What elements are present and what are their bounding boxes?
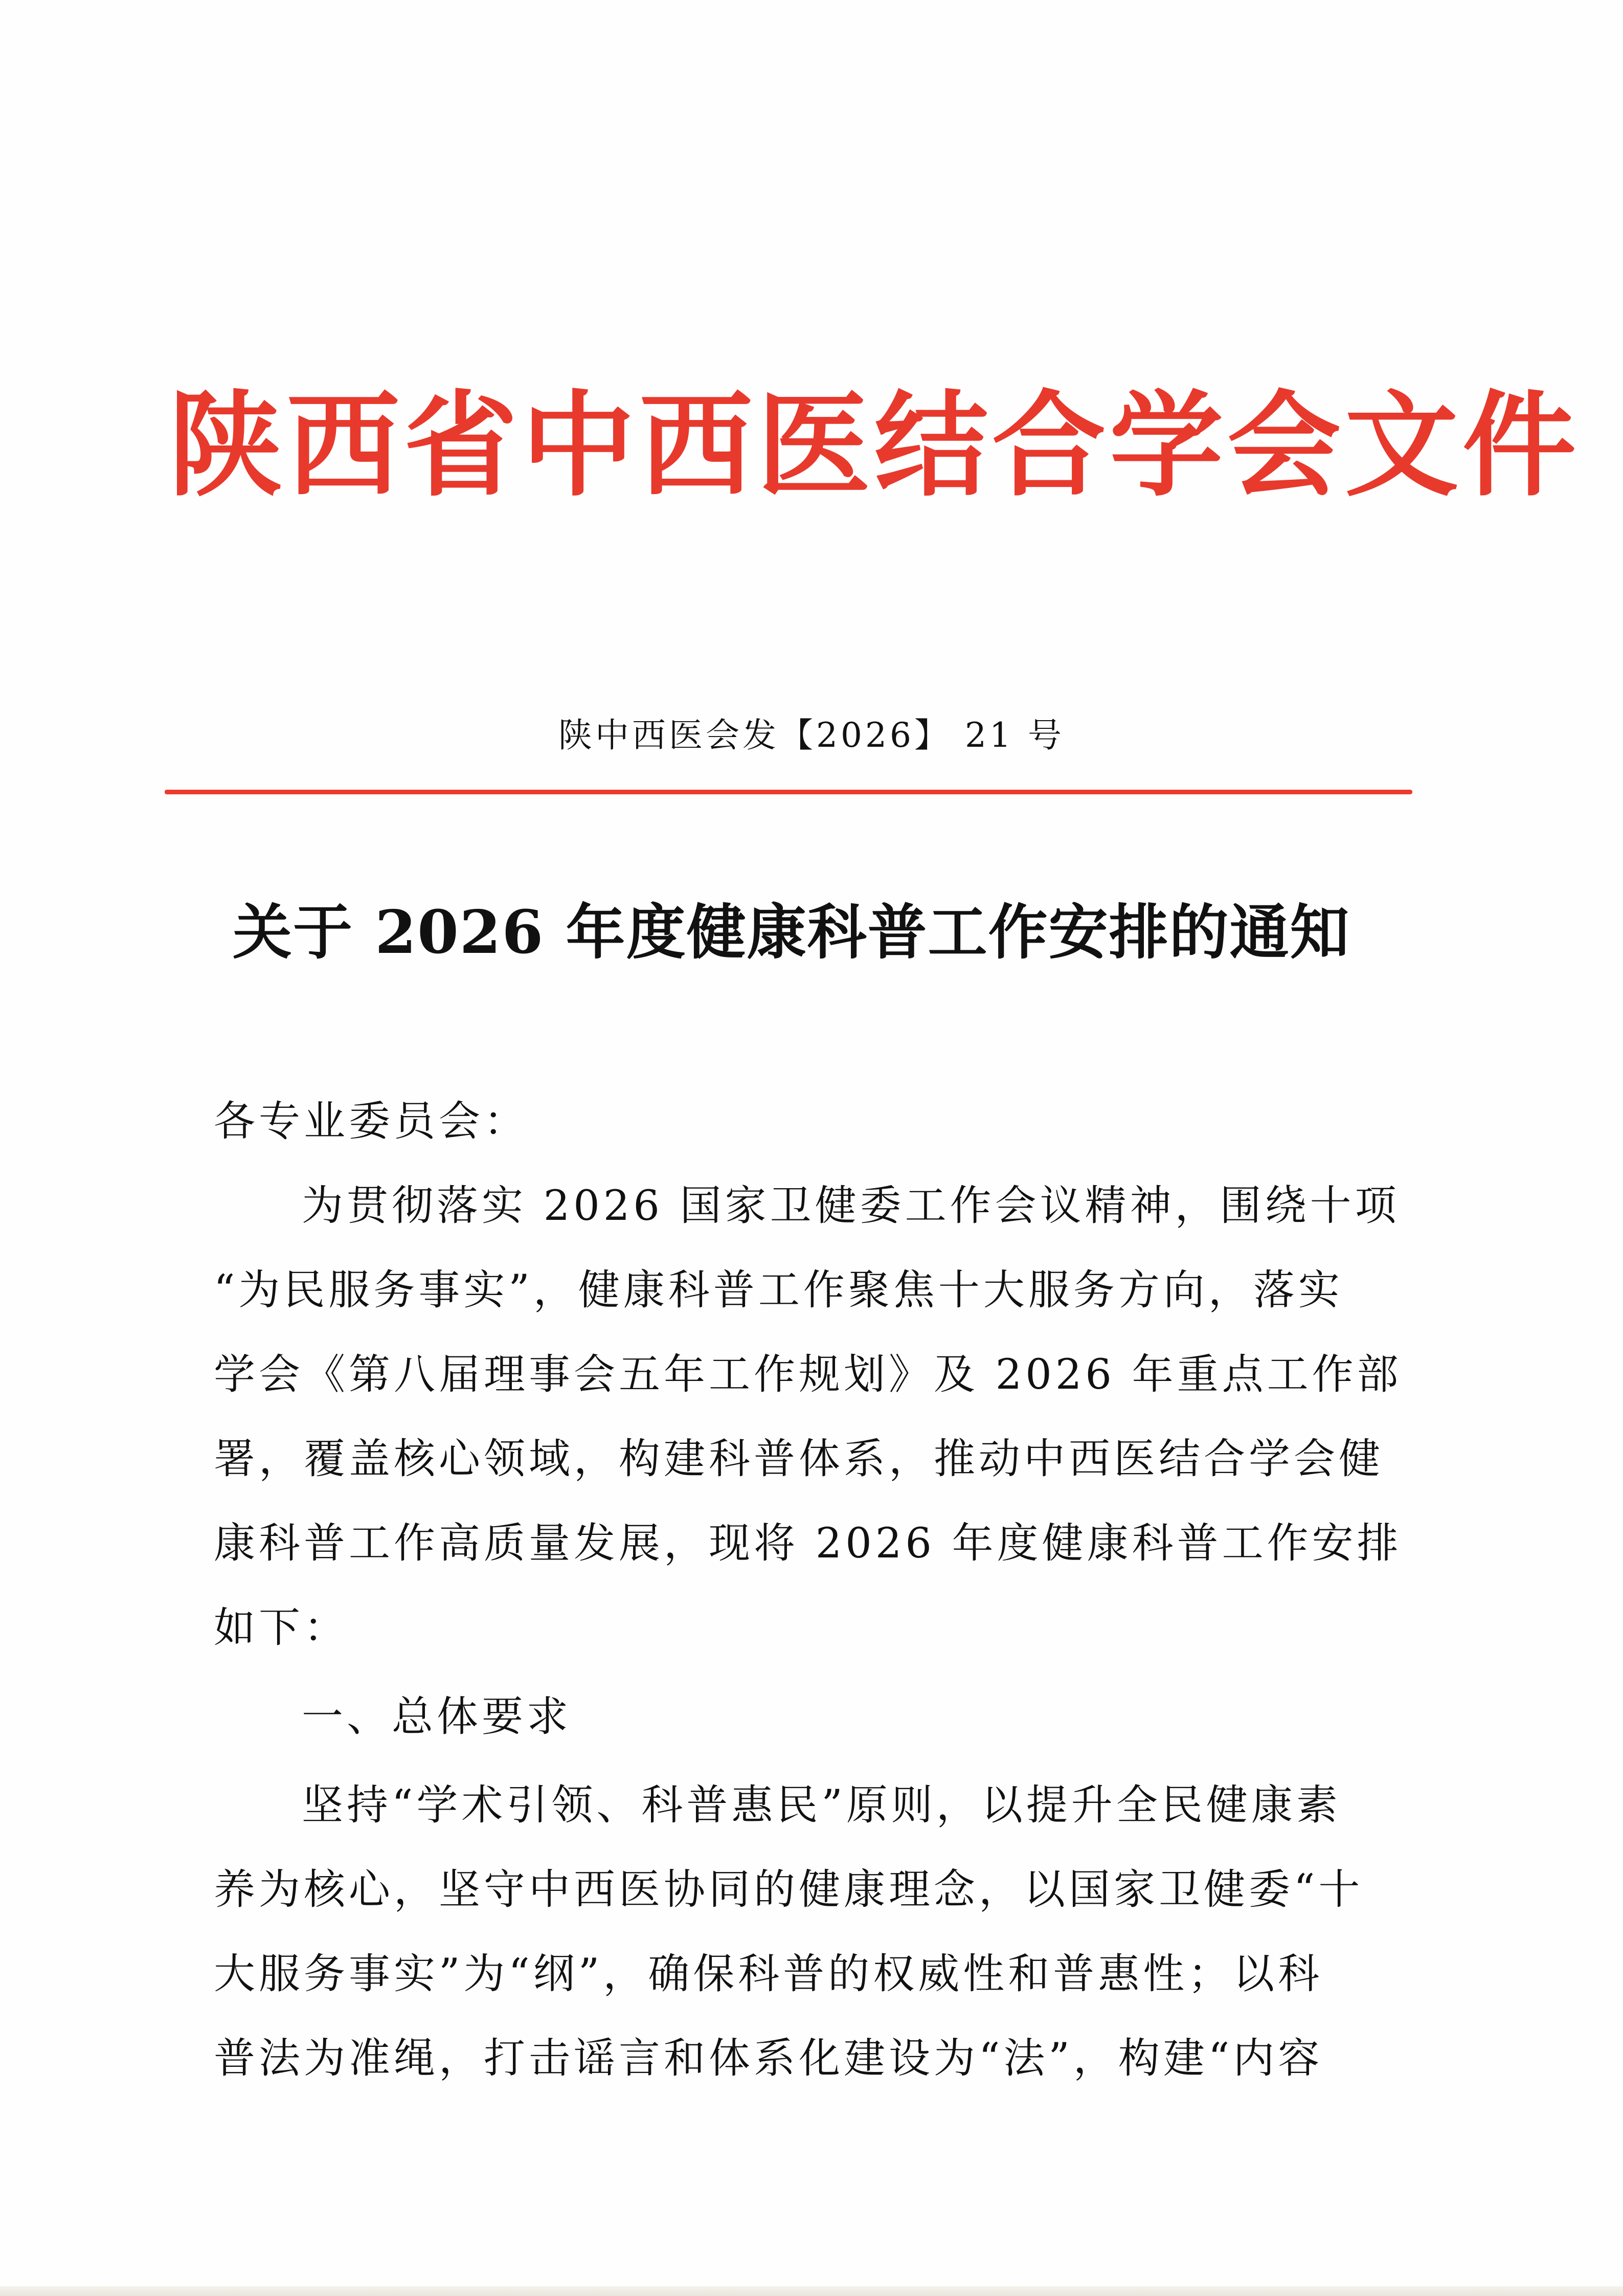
body-line: 坚持“学术引领、科普惠民”原则，以提升全民健康素 <box>302 1781 1341 1830</box>
body-line: 康科普工作高质量发展，现将 2026 年度健康科普工作安排 <box>214 1520 1402 1568</box>
document-number: 陕中西医会发【2026】 21 号 <box>558 716 1065 755</box>
org-header-title: 陕西省中西医结合学会文件 <box>169 379 1580 512</box>
body-line: 养为核心，坚守中西医协同的健康理念，以国家卫健委“十 <box>214 1866 1364 1914</box>
notice-title: 关于 2026 年度健康科普工作安排的通知 <box>233 898 1350 967</box>
body-line: 署，覆盖核心领域，构建科普体系，推动中西医结合学会健 <box>214 1435 1384 1483</box>
red-divider-line <box>165 790 1412 794</box>
section-heading: 一、总体要求 <box>302 1693 572 1741</box>
body-line: “为民服务事实”，健康科普工作聚焦十大服务方向，落实 <box>214 1266 1343 1314</box>
scan-bottom-edge <box>0 2286 1623 2296</box>
body-line: 为贯彻落实 2026 国家卫健委工作会议精神，围绕十项 <box>302 1182 1400 1230</box>
body-line: 如下： <box>214 1604 349 1652</box>
body-line: 学会《第八届理事会五年工作规划》及 2026 年重点工作部 <box>214 1351 1402 1399</box>
salutation: 各专业委员会： <box>214 1098 529 1146</box>
body-line: 普法为准绳，打击谣言和体系化建设为“法”，构建“内容 <box>214 2035 1323 2083</box>
body-line: 大服务事实”为“纲”，确保科普的权威性和普惠性；以科 <box>214 1950 1323 1998</box>
